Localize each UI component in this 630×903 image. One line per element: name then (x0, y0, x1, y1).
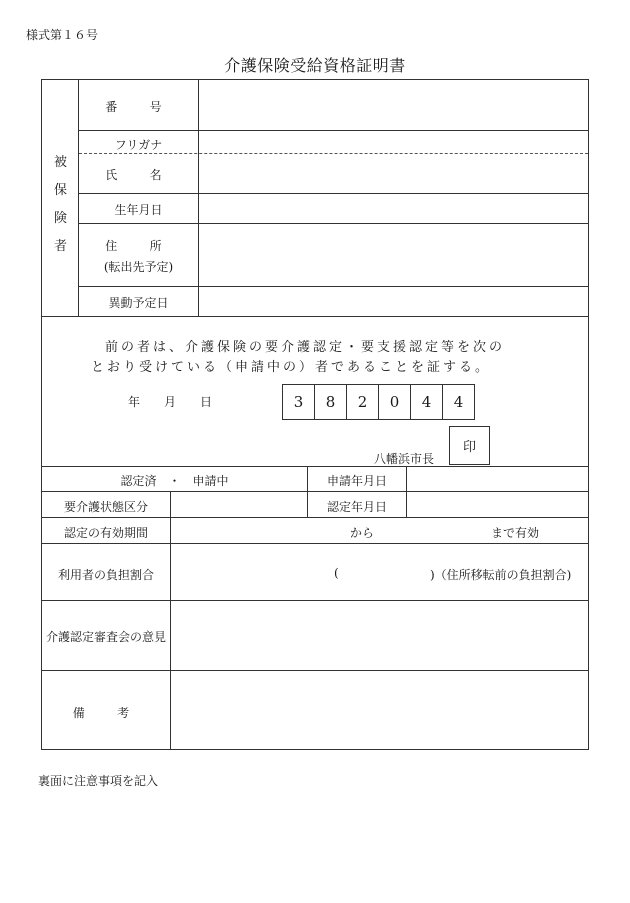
insurer-digit: 0 (378, 384, 411, 420)
validity-period-label: 認定の有効期間 (63, 526, 148, 540)
remarks-label: 備 考 (72, 706, 140, 720)
footer-note: 裏面に注意事項を記入 (38, 774, 159, 788)
insurer-number-boxes (283, 384, 475, 420)
committee-opinion-label: 介護認定審査会の意見 (45, 630, 166, 644)
burden-ratio-label: 利用者の負担割合 (57, 568, 154, 582)
certification-date-label: 認定年月日 (326, 500, 387, 514)
validity-to-text: まで有効 (491, 526, 540, 540)
burden-open-paren: ( (334, 566, 339, 580)
insurer-digit: 4 (410, 384, 443, 420)
certification-text-line2: とおり受けている（申請中の）者であることを証する。 (91, 360, 492, 375)
insurer-digit: 2 (346, 384, 379, 420)
insurer-digit: 8 (314, 384, 347, 420)
certification-text-line1: 前の者は、介護保険の要介護認定・要支援認定等を次の (105, 340, 506, 355)
insured-group-label: 被 保 険 者 (53, 155, 67, 254)
move-date-label: 異動予定日 (108, 296, 169, 310)
furigana-label: フリガナ (114, 138, 163, 152)
birthdate-label: 生年月日 (114, 203, 163, 217)
insurer-digit: 3 (282, 384, 315, 420)
burden-note: )（住所移転前の負担割合) (430, 568, 572, 582)
insured-number-label: 番 号 (105, 100, 172, 114)
issue-date-label: 年 月 日 (128, 395, 213, 409)
document-title: 介護保険受給資格証明書 (224, 56, 406, 75)
insurer-digit: 4 (442, 384, 475, 420)
name-label: 氏 名 (105, 168, 172, 182)
certificate-form (41, 79, 589, 750)
address-label: 住 所 (105, 239, 172, 253)
validity-from-text: から (350, 526, 375, 540)
form-number: 様式第１６号 (26, 28, 99, 42)
care-level-label: 要介護状態区分 (63, 500, 148, 514)
address-sublabel: (転出先予定) (103, 260, 174, 274)
mayor-label: 八幡浜市長 (374, 452, 435, 466)
application-date-label: 申請年月日 (326, 474, 387, 488)
certification-status-label: 認定済 ・ 申請中 (120, 474, 229, 488)
seal-box: 印 (449, 426, 490, 465)
